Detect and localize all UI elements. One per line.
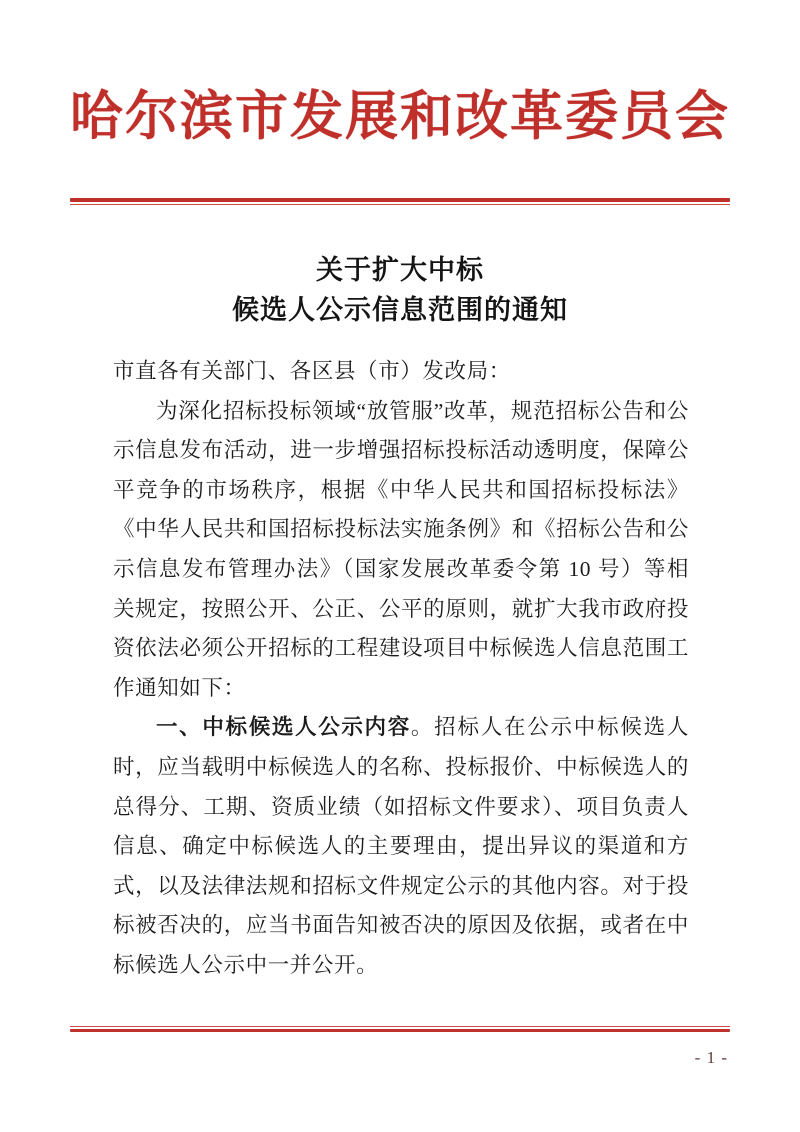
footer-divider-thick-line: [70, 1029, 730, 1032]
section-one-body: 。招标人在公示中标候选人时，应当载明中标候选人的名称、投标报价、中标候选人的总得分、工期、资质业绩（如招标文件要求）、项目负责人信息、确定中标候选人的主要理由，提出异议的渠道和方式，以及法律法规和招标文件规定公示的其他内容。对于投标被否决的，应当书面告知被否决的原因及依据，或者在中标候选人公示中一并公开。: [113, 715, 689, 977]
body-paragraph-1: 为深化招标投标领域“放管服”改革，规范招标公告和公示信息发布活动，进一步增强招标投标活动透明度，保障公平竞争的市场秩序，根据《中华人民共和国招标投标法》《中华人民共和国招标投标法实施条例》和《招标公告和公示信息发布管理办法》（国家发展改革委令第 10 号）等相关规定，按照公开、公正、公平的原则，就扩大我市政府投资依法必须公开招标的工程建设项目中标候选人信息范围工作通知如下：: [113, 398, 689, 700]
letterhead-divider-thin-line: [70, 204, 730, 205]
footer-divider-thin-line: [70, 1026, 730, 1027]
document-title: [0, 250, 800, 330]
letterhead-divider: [70, 198, 730, 205]
issuing-organization-title: 哈尔滨市发展和改革委员会: [70, 88, 730, 146]
page-number: - 1 -: [694, 1048, 728, 1067]
section-one-heading: 一、中标候选人公示内容: [156, 715, 411, 740]
letterhead: [0, 86, 800, 149]
document-title-line-1: 关于扩大中标: [316, 255, 484, 285]
document-title-line-2: 候选人公示信息范围的通知: [232, 295, 568, 325]
salutation: 市直各有关部门、各区县（市）发改局：: [113, 359, 511, 383]
section-one-paragraph: [113, 708, 689, 985]
document-body: [113, 352, 689, 986]
footer-divider: [70, 1026, 730, 1032]
letterhead-divider-thick-line: [70, 198, 730, 202]
